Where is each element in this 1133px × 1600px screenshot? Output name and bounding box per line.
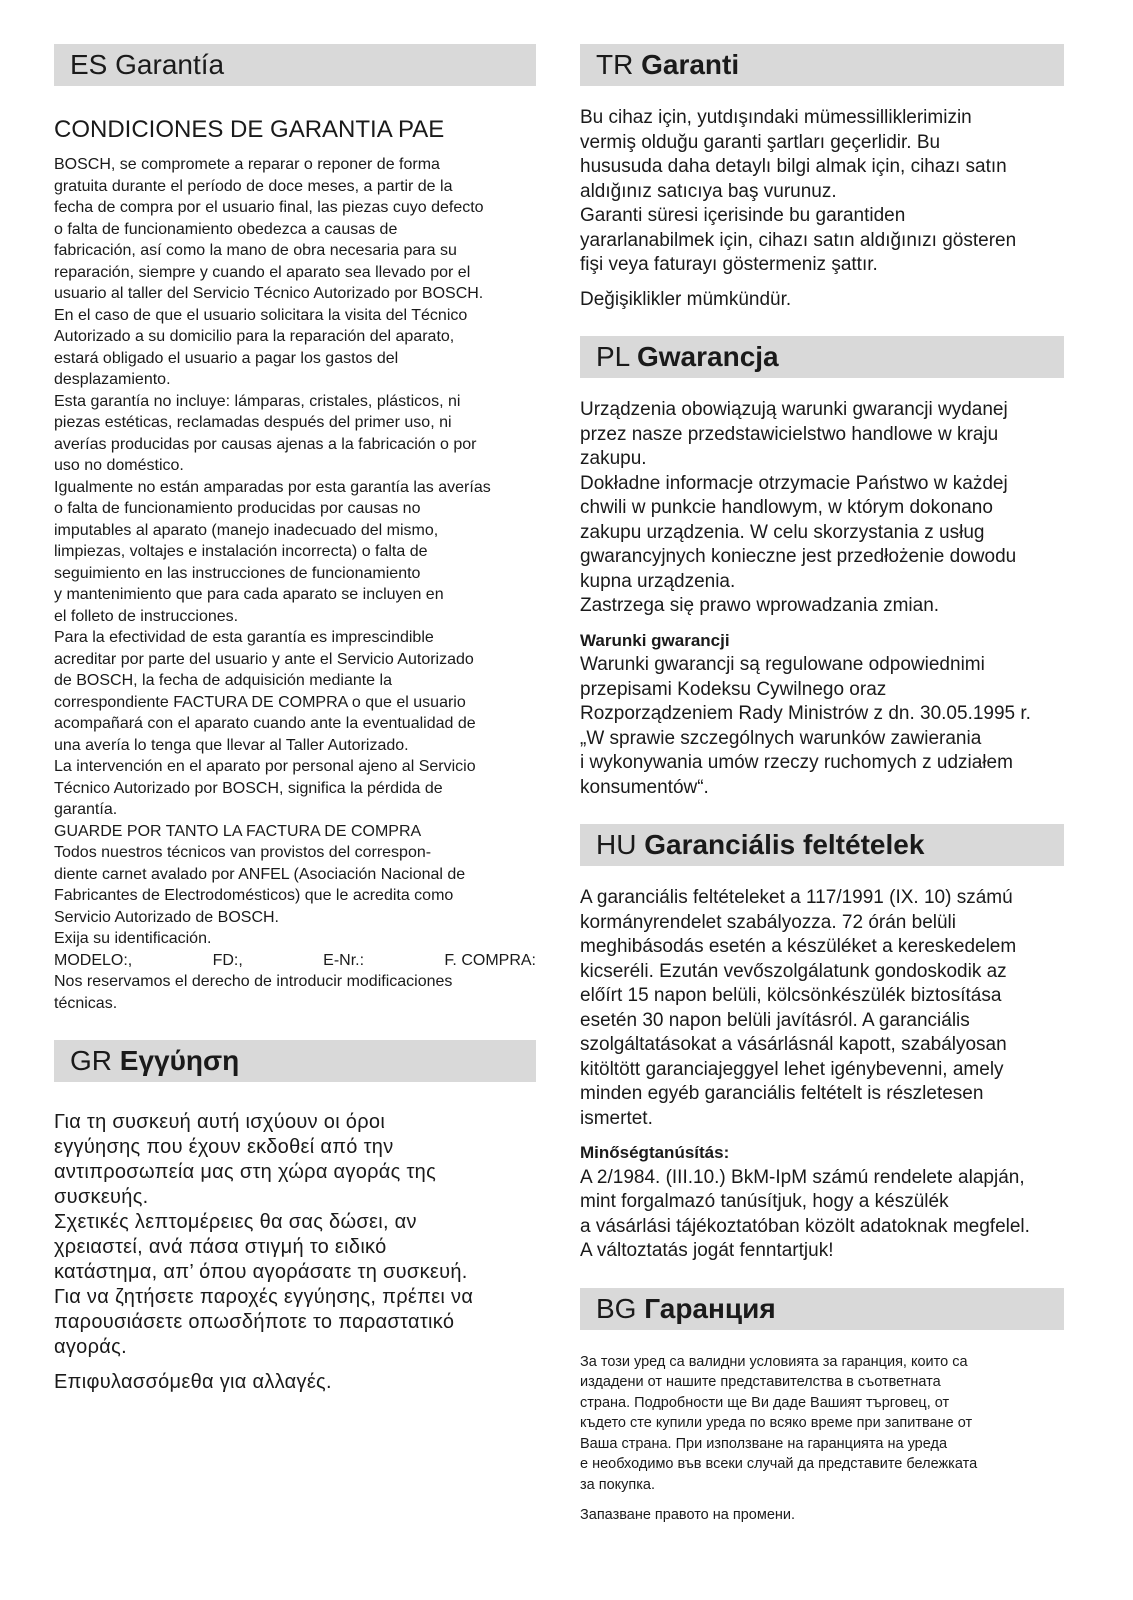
- hu-line: esetén 30 napon belüli javításról. A garanciális: [580, 1009, 970, 1031]
- pl-line: Zastrzega się prawo wprowadzania zmian.: [580, 595, 940, 616]
- section-tr-header: [580, 44, 1064, 86]
- section-es: [54, 44, 536, 1014]
- tr-line: yararlanabilmek için, cihazı satın aldığınızı gösteren: [580, 229, 1017, 251]
- gr-line: Για να ζητήσετε παροχές εγγύησης, πρέπει να: [54, 1286, 474, 1308]
- section-gr-header: [54, 1040, 536, 1082]
- pl-line: zakupu urządzenia. W celu skorzystania z usług: [580, 521, 985, 543]
- es-line: estará obligado el usuario a pagar los gastos del: [54, 349, 399, 367]
- hu-line: szolgáltatásokat a vásárlásnál kapott, szabályosan: [580, 1034, 1007, 1055]
- hu-line: kitöltött garanciajeggyel lehet igénybevenni, amely: [580, 1058, 1004, 1080]
- tr-line: vermiş olduğu garanti şartları geçerlidir. Bu: [580, 131, 941, 153]
- hu-line: kormányrendelet szabályozza. 72 órán belüli: [580, 911, 956, 933]
- es-line: Autorizado a su domicilio para la reparación del aparato,: [54, 328, 455, 345]
- es-line: gratuita durante el período de doce meses, a partir de la: [54, 177, 453, 195]
- es-line: Servicio Autorizado de BOSCH.: [54, 908, 279, 926]
- section-es-code: ES: [70, 49, 108, 80]
- section-tr-code: TR: [596, 49, 634, 80]
- pl-sub-line: i wykonywania umów rzeczy ruchomych z udziałem: [580, 752, 1013, 773]
- hu-sub-line: a vásárlási tájékoztatóban közölt adatoknak megfelel.: [580, 1215, 1030, 1237]
- es-line: reparación, siempre y cuando el aparato sea llevado por el: [54, 263, 471, 281]
- es-line: seguimiento en las instrucciones de funcionamiento: [54, 564, 421, 582]
- es-line: fecha de compra por el usuario final, las piezas cuyo defecto: [54, 199, 484, 216]
- hu-line: előírt 15 napon belüli, kölcsönkészülék biztosítása: [580, 985, 1002, 1006]
- es-form-field-model: MODELO:,: [54, 951, 133, 969]
- es-line: La intervención en el aparato por personal ajeno al Servicio: [54, 758, 476, 775]
- pl-line: zakupu.: [580, 448, 647, 469]
- section-bg-body: [580, 1352, 1064, 1526]
- hu-sub-line: A változtatás jogát fenntartjuk!: [580, 1240, 834, 1261]
- section-hu-header: [580, 824, 1064, 866]
- pl-sub-line: konsumentów“.: [580, 776, 709, 798]
- es-line: acreditar por parte del usuario y ante el Servicio Autorizado: [54, 650, 474, 668]
- section-es-body: [54, 154, 536, 1014]
- hu-subheading: Minőségtanúsítás:: [580, 1143, 730, 1162]
- section-tr: [580, 44, 1064, 312]
- hu-line: minden egyéb garanciális feltételt is részletesen: [580, 1083, 984, 1104]
- es-line: diente carnet avalado por ANFEL (Asociación Nacional de: [54, 865, 466, 883]
- es-line: usuario al taller del Servicio Técnico Autorizado por BOSCH.: [54, 285, 484, 302]
- pl-line: Dokładne informacje otrzymacie Państwo w każdej: [580, 472, 1008, 494]
- bg-line: е необходимо във всеки случай да представите бележката: [580, 1456, 978, 1472]
- section-gr-body: [54, 1110, 536, 1395]
- gr-line: παρουσιάσετε οπωσδήποτε το παραστατικό: [54, 1311, 455, 1333]
- bg-line: Ваша страна. При използване на гаранцията на уреда: [580, 1435, 948, 1452]
- section-bg-header: [580, 1288, 1064, 1330]
- gr-line: εγγύησης που έχουν εκδοθεί από την: [54, 1136, 394, 1158]
- section-es-title: Garantía: [115, 49, 225, 80]
- es-closing-line: técnicas.: [54, 994, 118, 1012]
- es-closing-line: Nos reservamos el derecho de introducir modificaciones: [54, 973, 453, 990]
- section-es-header: [54, 44, 536, 86]
- hu-sub-line: mint forgalmazó tanúsítjuk, hogy a készülék: [580, 1191, 949, 1212]
- es-line: Igualmente no están amparadas por esta garantía las averías: [54, 478, 491, 496]
- section-hu-title: Garanciális feltételek: [644, 829, 925, 860]
- es-line: fabricación, así como la mano de obra necesaria para su: [54, 242, 457, 259]
- pl-sub-line: Warunki gwarancji są regulowane odpowiednimi: [580, 654, 985, 675]
- es-line: piezas estéticas, reclamadas después del primer uso, ni: [54, 414, 452, 431]
- gr-line: χρειαστεί, ανά πάσα στιγμή το ειδικό: [54, 1236, 387, 1258]
- bg-line: страна. Подробности ще Ви даде Вашият търговец, от: [580, 1394, 950, 1411]
- right-column: [580, 44, 1064, 1526]
- tr-line: fişi veya faturayı göstermeniz şattır.: [580, 254, 878, 275]
- section-tr-title: Garanti: [641, 49, 740, 80]
- es-line: Técnico Autorizado por BOSCH, significa la pérdida de: [54, 779, 443, 797]
- bg-line: издадени от нашите представителства в съответната: [580, 1374, 941, 1390]
- section-gr: [54, 1040, 536, 1395]
- gr-line: αγοράς.: [54, 1336, 127, 1358]
- es-line: Todos nuestros técnicos van provistos del correspon-: [54, 844, 432, 861]
- section-pl-body: [580, 398, 1064, 800]
- pl-sub-line: Rozporządzeniem Rady Ministrów z dn. 30.05.1995 r.: [580, 703, 1031, 724]
- tr-closing: Değişiklikler mümkündür.: [580, 288, 792, 310]
- es-line: averías producidas por causas ajenas a la fabricación o por: [54, 435, 477, 453]
- es-line: limpiezas, voltajes e instalación incorrecta) o falta de: [54, 543, 428, 560]
- es-form-field-enr: E-Nr.:: [323, 951, 365, 969]
- es-line: y mantenimiento que para cada aparato se incluyen en: [54, 586, 444, 603]
- section-hu: [580, 824, 1064, 1264]
- gr-line: συσκευής.: [54, 1186, 149, 1208]
- tr-line: Bu cihaz için, yutdışındaki mümessilliklerimizin: [580, 107, 972, 128]
- tr-line: Garanti süresi içerisinde bu garantiden: [580, 205, 906, 226]
- es-line: correspondiente FACTURA DE COMPRA o que el usuario: [54, 693, 466, 711]
- es-form-field-fd: FD:,: [212, 951, 243, 969]
- section-pl-header: [580, 336, 1064, 378]
- es-line: o falta de funcionamiento obedezca a causas de: [54, 220, 398, 238]
- bg-line: където сте купили уреда по всяко време при запитване от: [580, 1415, 973, 1431]
- hu-line: meghibásodás esetén a készüléket a kereskedelem: [580, 936, 1017, 957]
- gr-line: κατάστημα, απ’ όπου αγοράσατε τη συσκευή.: [54, 1261, 468, 1283]
- hu-line: ismertet.: [580, 1107, 653, 1129]
- es-line: garantía.: [54, 801, 118, 818]
- es-line: uso no doméstico.: [54, 457, 184, 474]
- es-line: BOSCH, se compromete a reparar o reponer de forma: [54, 156, 440, 173]
- es-line: el folleto de instrucciones.: [54, 607, 239, 625]
- es-line: Para la efectividad de esta garantía es imprescindible: [54, 629, 434, 646]
- section-bg-title: Гаранция: [644, 1292, 776, 1324]
- section-bg-code: BG: [596, 1292, 637, 1324]
- hu-line: kicseréli. Ezután vevőszolgálatunk gondoskodik az: [580, 960, 1007, 982]
- es-line: de BOSCH, la fecha de adquisición mediante la: [54, 672, 392, 689]
- es-line: Esta garantía no incluye: lámparas, cristales, plásticos, ni: [54, 392, 461, 410]
- tr-line: hususuda daha detaylı bilgi almak için, cihazı satın: [580, 156, 1007, 177]
- pl-line: przez nasze przedstawicielstwo handlowe w kraju: [580, 423, 999, 445]
- gr-closing: Επιφυλασσόμεθα για αλλαγές.: [54, 1371, 332, 1393]
- es-form-fields: [54, 950, 536, 972]
- pl-line: chwili w punkcie handlowym, w którym dokonano: [580, 497, 993, 518]
- es-line: desplazamiento.: [54, 371, 171, 388]
- es-form-field-purchase: F. COMPRA:: [444, 951, 536, 969]
- bg-line: За този уред са валидни условията за гаранция, които са: [580, 1353, 968, 1370]
- es-line: o falta de funcionamiento producidas por causas no: [54, 500, 421, 517]
- es-line: Exija su identificación.: [54, 930, 212, 947]
- section-pl: [580, 336, 1064, 800]
- section-gr-code: GR: [70, 1045, 112, 1076]
- section-pl-title: Gwarancja: [637, 341, 779, 372]
- pl-line: gwarancyjnych konieczne jest przedłożenie dowodu: [580, 546, 1017, 567]
- section-gr-title: Εγγύηση: [119, 1045, 240, 1076]
- pl-line: kupna urządzenia.: [580, 570, 736, 592]
- pl-sub-line: „W sprawie szczególnych warunków zawierania: [580, 727, 982, 749]
- section-hu-code: HU: [596, 829, 637, 860]
- section-bg: [580, 1288, 1064, 1526]
- bg-line: за покупка.: [580, 1476, 656, 1493]
- gr-line: Σχετικές λεπτομέρειες θα σας δώσει, αν: [54, 1211, 417, 1233]
- es-line: una avería lo tenga que llevar al Taller Autorizado.: [54, 736, 409, 754]
- es-line: En el caso de que el usuario solicitara la visita del Técnico: [54, 306, 468, 324]
- section-pl-code: PL: [596, 341, 630, 372]
- pl-line: Urządzenia obowiązują warunki gwarancji wydanej: [580, 399, 1008, 420]
- pl-sub-line: przepisami Kodeksu Cywilnego oraz: [580, 678, 887, 700]
- gr-line: αντιπροσωπεία μας στη χώρα αγοράς της: [54, 1161, 437, 1183]
- hu-sub-line: A 2/1984. (III.10.) BkM-IpM számú rendelete alapján,: [580, 1166, 1025, 1188]
- bg-closing: Запазване правото на промени.: [580, 1507, 796, 1523]
- left-column: [54, 44, 536, 1395]
- es-line: GUARDE POR TANTO LA FACTURA DE COMPRA: [54, 822, 422, 840]
- pl-subheading: Warunki gwarancji: [580, 630, 730, 650]
- gr-line: Για τη συσκευή αυτή ισχύουν οι όροι: [54, 1111, 386, 1133]
- section-es-subtitle: CONDICIONES DE GARANTIA PAE: [54, 116, 445, 143]
- tr-line: aldığınız satıcıya baş vurunuz.: [580, 180, 837, 202]
- hu-line: A garanciális feltételeket a 117/1991 (IX. 10) számú: [580, 887, 1013, 908]
- section-hu-body: [580, 886, 1064, 1264]
- section-tr-body: [580, 106, 1064, 312]
- es-line: imputables al aparato (manejo inadecuado del mismo,: [54, 521, 439, 539]
- es-line: Fabricantes de Electrodomésticos) que le acredita como: [54, 887, 454, 904]
- es-line: acompañará con el aparato cuando ante la eventualidad de: [54, 715, 476, 732]
